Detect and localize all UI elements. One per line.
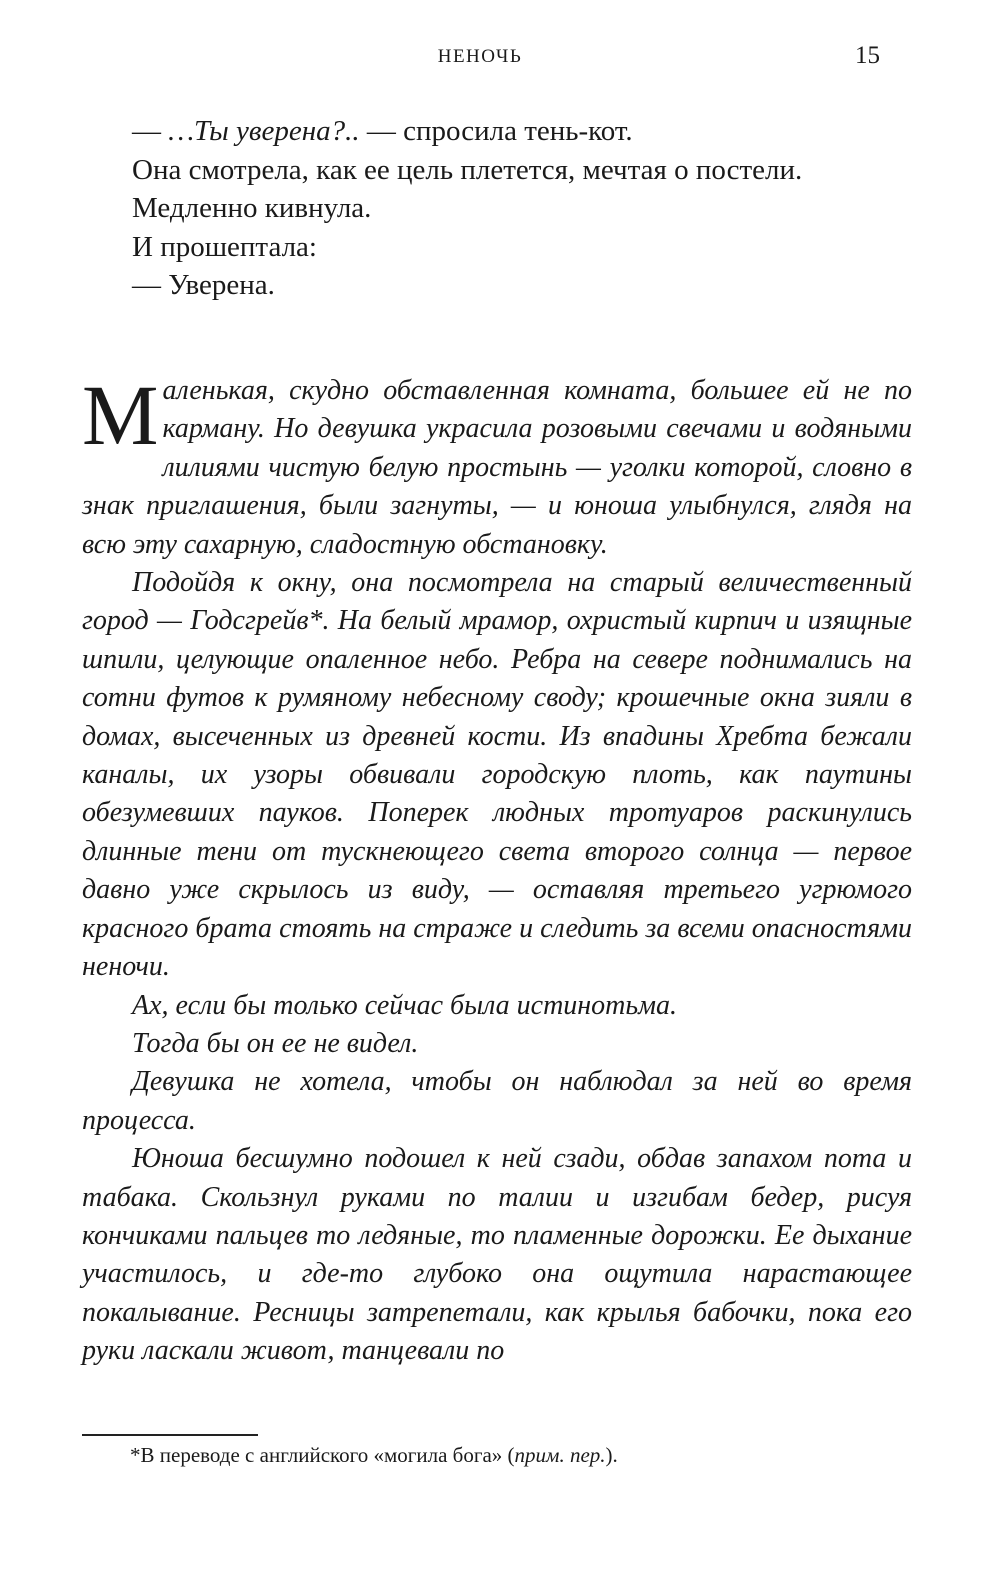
body-paragraph: Тогда бы он ее не видел. <box>132 1027 419 1059</box>
dialog-dash: — <box>132 115 169 147</box>
body-paragraph: Девушка не хотела, чтобы он наблюдал за ней во время процесса. <box>82 1066 912 1136</box>
footnote-text: *В переводе с английского «могила бога» ( <box>130 1443 515 1467</box>
dialog-line <box>82 112 922 151</box>
dialog-attribution: — спросила тень-кот. <box>359 115 633 147</box>
footnote <box>130 1441 930 1469</box>
body-paragraph: Подойдя к окну, она посмотрела на старый величественный город — Годсгрейв*. На белый мрамор, охристый кирпич и изящные шпили, целующие опаленное небо. Ребра на севере поднимались на сотни футов к румяному небесному своду; крошечные окна зияли в домах, высеченных из древней кости. Из впадины Хребта бежали каналы, их узоры обвивали городскую плоть, как паутины обезумевших пауков. Поперек людных тротуаров раскинулись длинные тени от тускнеющего света второго солнца — первое давно уже скрылось из виду, — оставляя третьего угрюмого красного брата стоять на страже и следить за всеми опасностями неночи. <box>82 567 912 983</box>
body-paragraph: Ах, если бы только сейчас была истинотьма. <box>132 989 678 1021</box>
footnote-close: ). <box>605 1443 618 1467</box>
dialog-line: — Уверена. <box>132 269 275 301</box>
footnote-note-italic: прим. пер. <box>514 1443 606 1467</box>
body-paragraph <box>82 367 912 564</box>
paragraph-text: аленькая, скудно обставленная комната, большее ей не по карману. Но девушка украсила розовыми свечами и водяными лилиями чистую белую простынь — уголки которой, словно в знак приглашения, были загнуты, — и юноша улыбнулся, глядя на всю эту сахарную, сладостную обстановку. <box>82 375 912 560</box>
dialog-line: Она смотрела, как ее цель плетется, мечтая о постели. <box>132 153 803 186</box>
italic-body-text <box>82 367 912 1371</box>
dialog-block <box>82 112 922 305</box>
running-title: НЕНОЧЬ <box>437 46 523 67</box>
page-number: 15 <box>855 42 880 69</box>
running-head <box>0 38 1000 78</box>
dialog-line: И прошептала: <box>132 230 317 263</box>
dialog-line: Медленно кивнула. <box>132 192 372 224</box>
body-paragraph: Юноша бесшумно подошел к ней сзади, обдав запахом пота и табака. Скользнул руками по талии и изгибам бедер, рисуя кончиками пальцев то ледяные, то пламенные дорожки. Ее дыхание участилось, и где-то глубоко она ощутила нарастающее покалывание. Ресницы затрепетали, как крылья бабочки, пока его руки ласкали живот, танцевали по <box>82 1143 912 1367</box>
drop-cap: М <box>82 367 159 463</box>
footnote-divider <box>82 1434 258 1436</box>
dialog-italic-question: …Ты уверена?.. <box>168 115 360 147</box>
